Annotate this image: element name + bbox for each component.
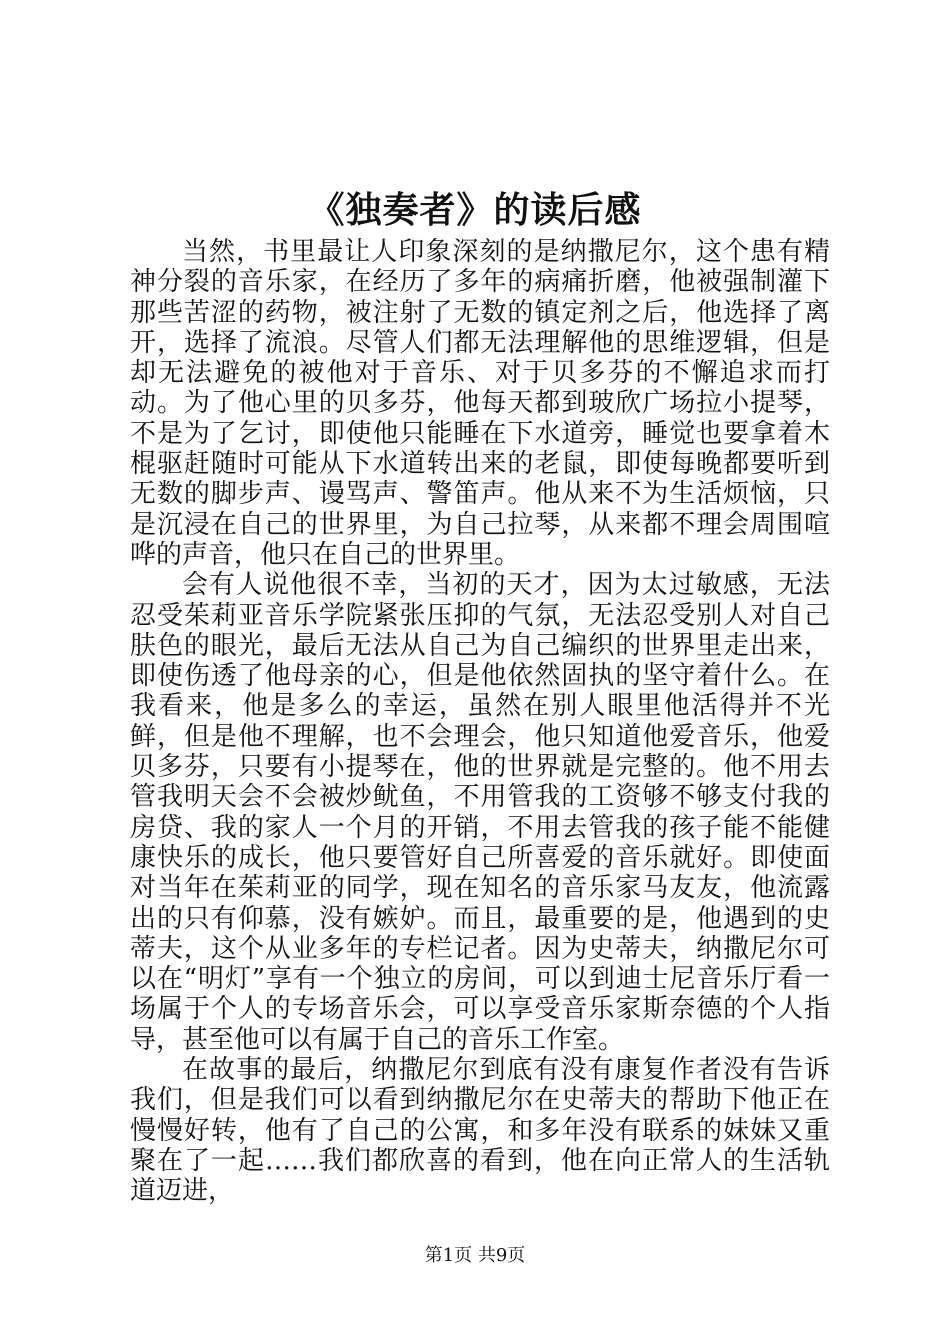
paragraph-1: 当然，书里最让人印象深刻的是纳撒尼尔，这个患有精神分裂的音乐家，在经历了多年的病痛折磨，他被强制灌下那些苦涩的药物，被注射了无数的镇定剂之后，他选择了离开，选择了流浪。尽管人们都无法理解他的思维逻辑，但是却无法避免的被他对于音乐、对于贝多芬的不懈追求而打动。为了他心里的贝多芬，他每天都到玻欣广场拉小提琴，不是为了乞讨，即使他只能睡在下水道旁，睡觉也要拿着木棍驱赶随时可能从下水道转出来的老鼠，即使每晚都要听到无数的脚步声、谩骂声、警笛声。他从来不为生活烦恼，只是沉浸在自己的世界里，为自己拉琴，从来都不理会周围喧哗的声音，他只在自己的世界里。 [130,237,830,570]
document-body [130,237,830,1207]
page-footer: 第1页 共9页 [424,1245,526,1266]
document-title: 《独奏者》的读后感 [308,189,642,231]
paragraph-2: 会有人说他很不幸，当初的天才，因为太过敏感，无法忍受茱莉亚音乐学院紧张压抑的气氛，无法忍受别人对自己肤色的眼光，最后无法从自己为自己编织的世界里走出来，即使伤透了他母亲的心，但是他依然固执的坚守着什么。在我看来，他是多么的幸运，虽然在别人眼里他活得并不光鲜，但是他不理解，也不会理会，他只知道他爱音乐，他爱贝多芬，只要有小提琴在，他的世界就是完整的。他不用去管我明天会不会被炒鱿鱼，不用管我的工资够不够支付我的房贷、我的家人一个月的开销，不用去管我的孩子能不能健康快乐的成长，他只要管好自己所喜爱的音乐就好。即使面对当年在茱莉亚的同学，现在知名的音乐家马友友，他流露出的只有仰慕，没有嫉妒。而且，最重要的是，他遇到的史蒂夫，这个从业多年的专栏记者。因为史蒂夫，纳撒尼尔可以在“明灯”享有一个独立的房间，可以到迪士尼音乐厅看一场属于个人的专场音乐会，可以享受音乐家斯奈德的个人指导，甚至他可以有属于自己的音乐工作室。 [130,570,830,1055]
paragraph-3: 在故事的最后，纳撒尼尔到底有没有康复作者没有告诉我们，但是我们可以看到纳撒尼尔在史蒂夫的帮助下他正在慢慢好转，他有了自己的公寓，和多年没有联系的妹妹又重聚在了一起……我们都欣喜的看到，他在向正常人的生活轨道迈进， [130,1055,830,1207]
